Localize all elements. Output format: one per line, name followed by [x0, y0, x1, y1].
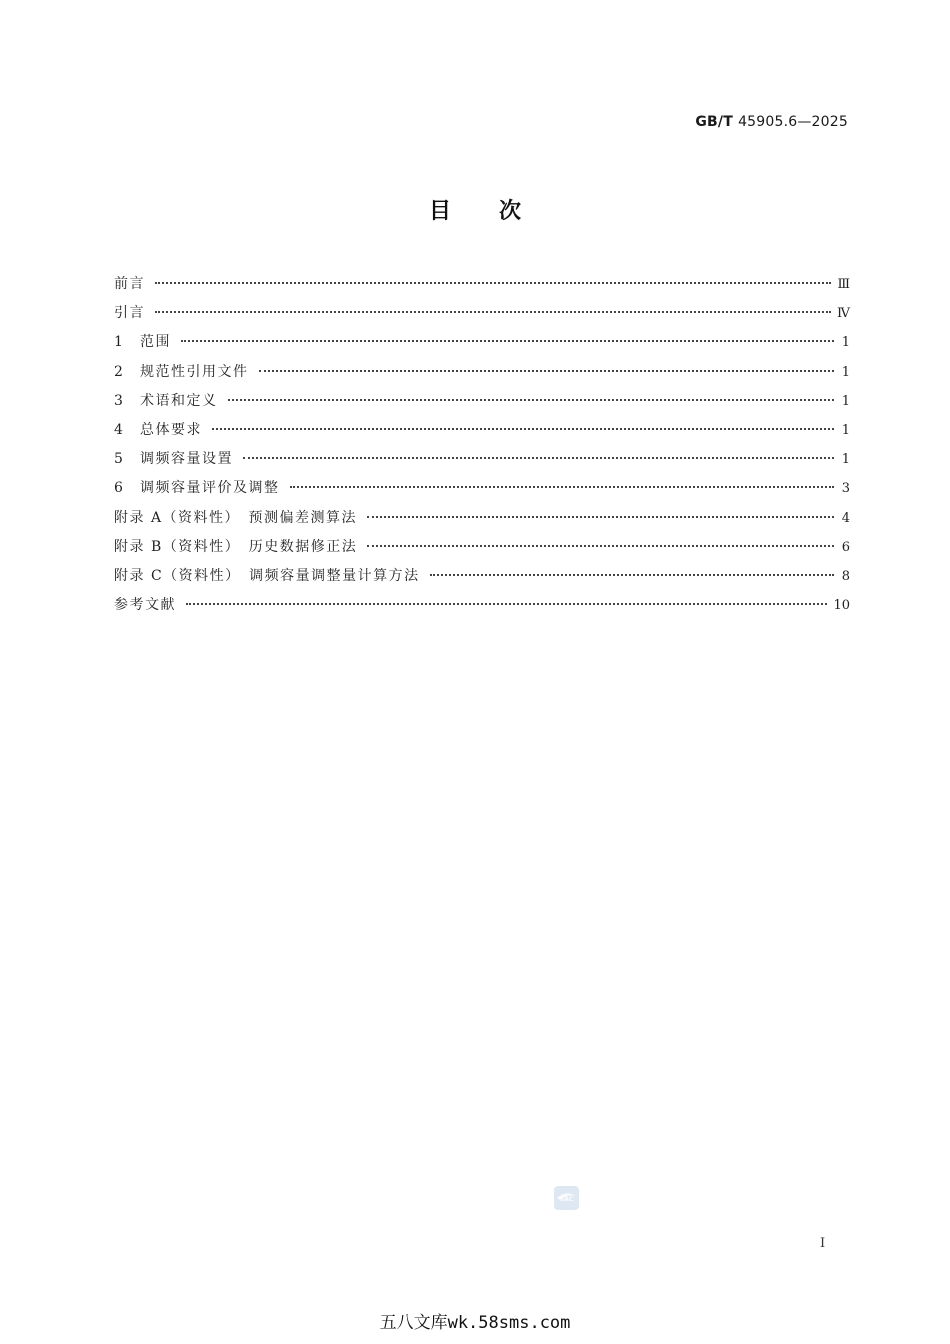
toc-entry-number: 1 [114, 334, 123, 351]
toc-entry-annex-b[interactable] [114, 537, 850, 566]
toc-entry-number: 2 [114, 363, 123, 380]
toc-entry-scope[interactable] [114, 332, 850, 361]
toc-entry-number: 3 [114, 392, 123, 409]
toc-entry-page: 1 [841, 335, 850, 351]
toc-leader-dots [228, 399, 835, 401]
toc-entry-page: 6 [841, 539, 850, 555]
toc-entry-page: 8 [841, 568, 850, 584]
toc-entry-number: 6 [114, 480, 123, 497]
toc-leader-dots [259, 370, 835, 372]
sac-logo-icon [554, 1186, 579, 1210]
sac-logo-text: SAC [559, 1196, 574, 1203]
toc-entry-label: 规范性引用文件 [140, 363, 249, 380]
toc-entry-page: 10 [833, 598, 850, 614]
toc-entry-introduction[interactable] [114, 303, 850, 332]
toc-entry-page: 3 [841, 481, 850, 497]
toc-leader-dots [155, 311, 831, 313]
toc-leader-dots [290, 486, 835, 488]
toc-entry-foreword[interactable] [114, 274, 850, 303]
page-title: 目次 [428, 199, 569, 224]
toc-leader-dots [155, 282, 831, 284]
toc-entry-label: 附录 A（资料性） 预测偏差测算法 [114, 509, 358, 526]
toc-leader-dots [212, 428, 834, 430]
toc-entry-label: 引言 [114, 305, 145, 322]
toc-entry-number: 4 [114, 421, 123, 438]
page-number: I [820, 1236, 826, 1251]
toc-entry-capacity-evaluation[interactable] [114, 478, 850, 507]
toc-entry-page: Ⅲ [837, 277, 850, 292]
toc-entry-number: 5 [114, 451, 123, 468]
toc-entry-label: 术语和定义 [140, 392, 218, 409]
toc-entry-capacity-setting[interactable] [114, 449, 850, 478]
toc-leader-dots [181, 340, 834, 342]
table-of-contents [114, 274, 850, 624]
toc-entry-page: 1 [841, 364, 850, 380]
toc-entry-page: 4 [841, 510, 850, 526]
toc-entry-normative-references[interactable] [114, 362, 850, 391]
toc-entry-general-requirements[interactable] [114, 420, 850, 449]
standard-number [695, 114, 848, 130]
toc-leader-dots [243, 457, 834, 459]
toc-entry-label: 范围 [140, 334, 171, 351]
toc-entry-page: 1 [841, 393, 850, 409]
standard-code: 45905.6—2025 [738, 114, 848, 130]
toc-entry-label: 参考文献 [114, 597, 176, 614]
standard-prefix: GB/T [695, 114, 733, 130]
toc-entry-label: 前言 [114, 276, 145, 292]
toc-entry-page: 1 [841, 422, 850, 438]
toc-entry-label: 总体要求 [140, 421, 202, 438]
toc-entry-annex-a[interactable] [114, 508, 850, 537]
toc-entry-annex-c[interactable] [114, 566, 850, 595]
toc-leader-dots [367, 545, 834, 547]
toc-leader-dots [367, 516, 834, 518]
toc-leader-dots [186, 603, 827, 605]
toc-entry-bibliography[interactable] [114, 595, 850, 624]
toc-entry-label: 调频容量评价及调整 [140, 480, 280, 497]
toc-entry-terms-definitions[interactable] [114, 391, 850, 420]
toc-entry-label: 附录 B（资料性） 历史数据修正法 [114, 538, 358, 555]
toc-entry-page: 1 [841, 452, 850, 468]
toc-leader-dots [430, 574, 834, 576]
toc-entry-label: 调频容量设置 [140, 451, 233, 468]
toc-entry-label: 附录 C（资料性） 调频容量调整量计算方法 [114, 567, 420, 584]
toc-entry-page: Ⅳ [837, 306, 850, 322]
site-footer-link[interactable]: 五八文库wk.58sms.com [379, 1313, 571, 1333]
